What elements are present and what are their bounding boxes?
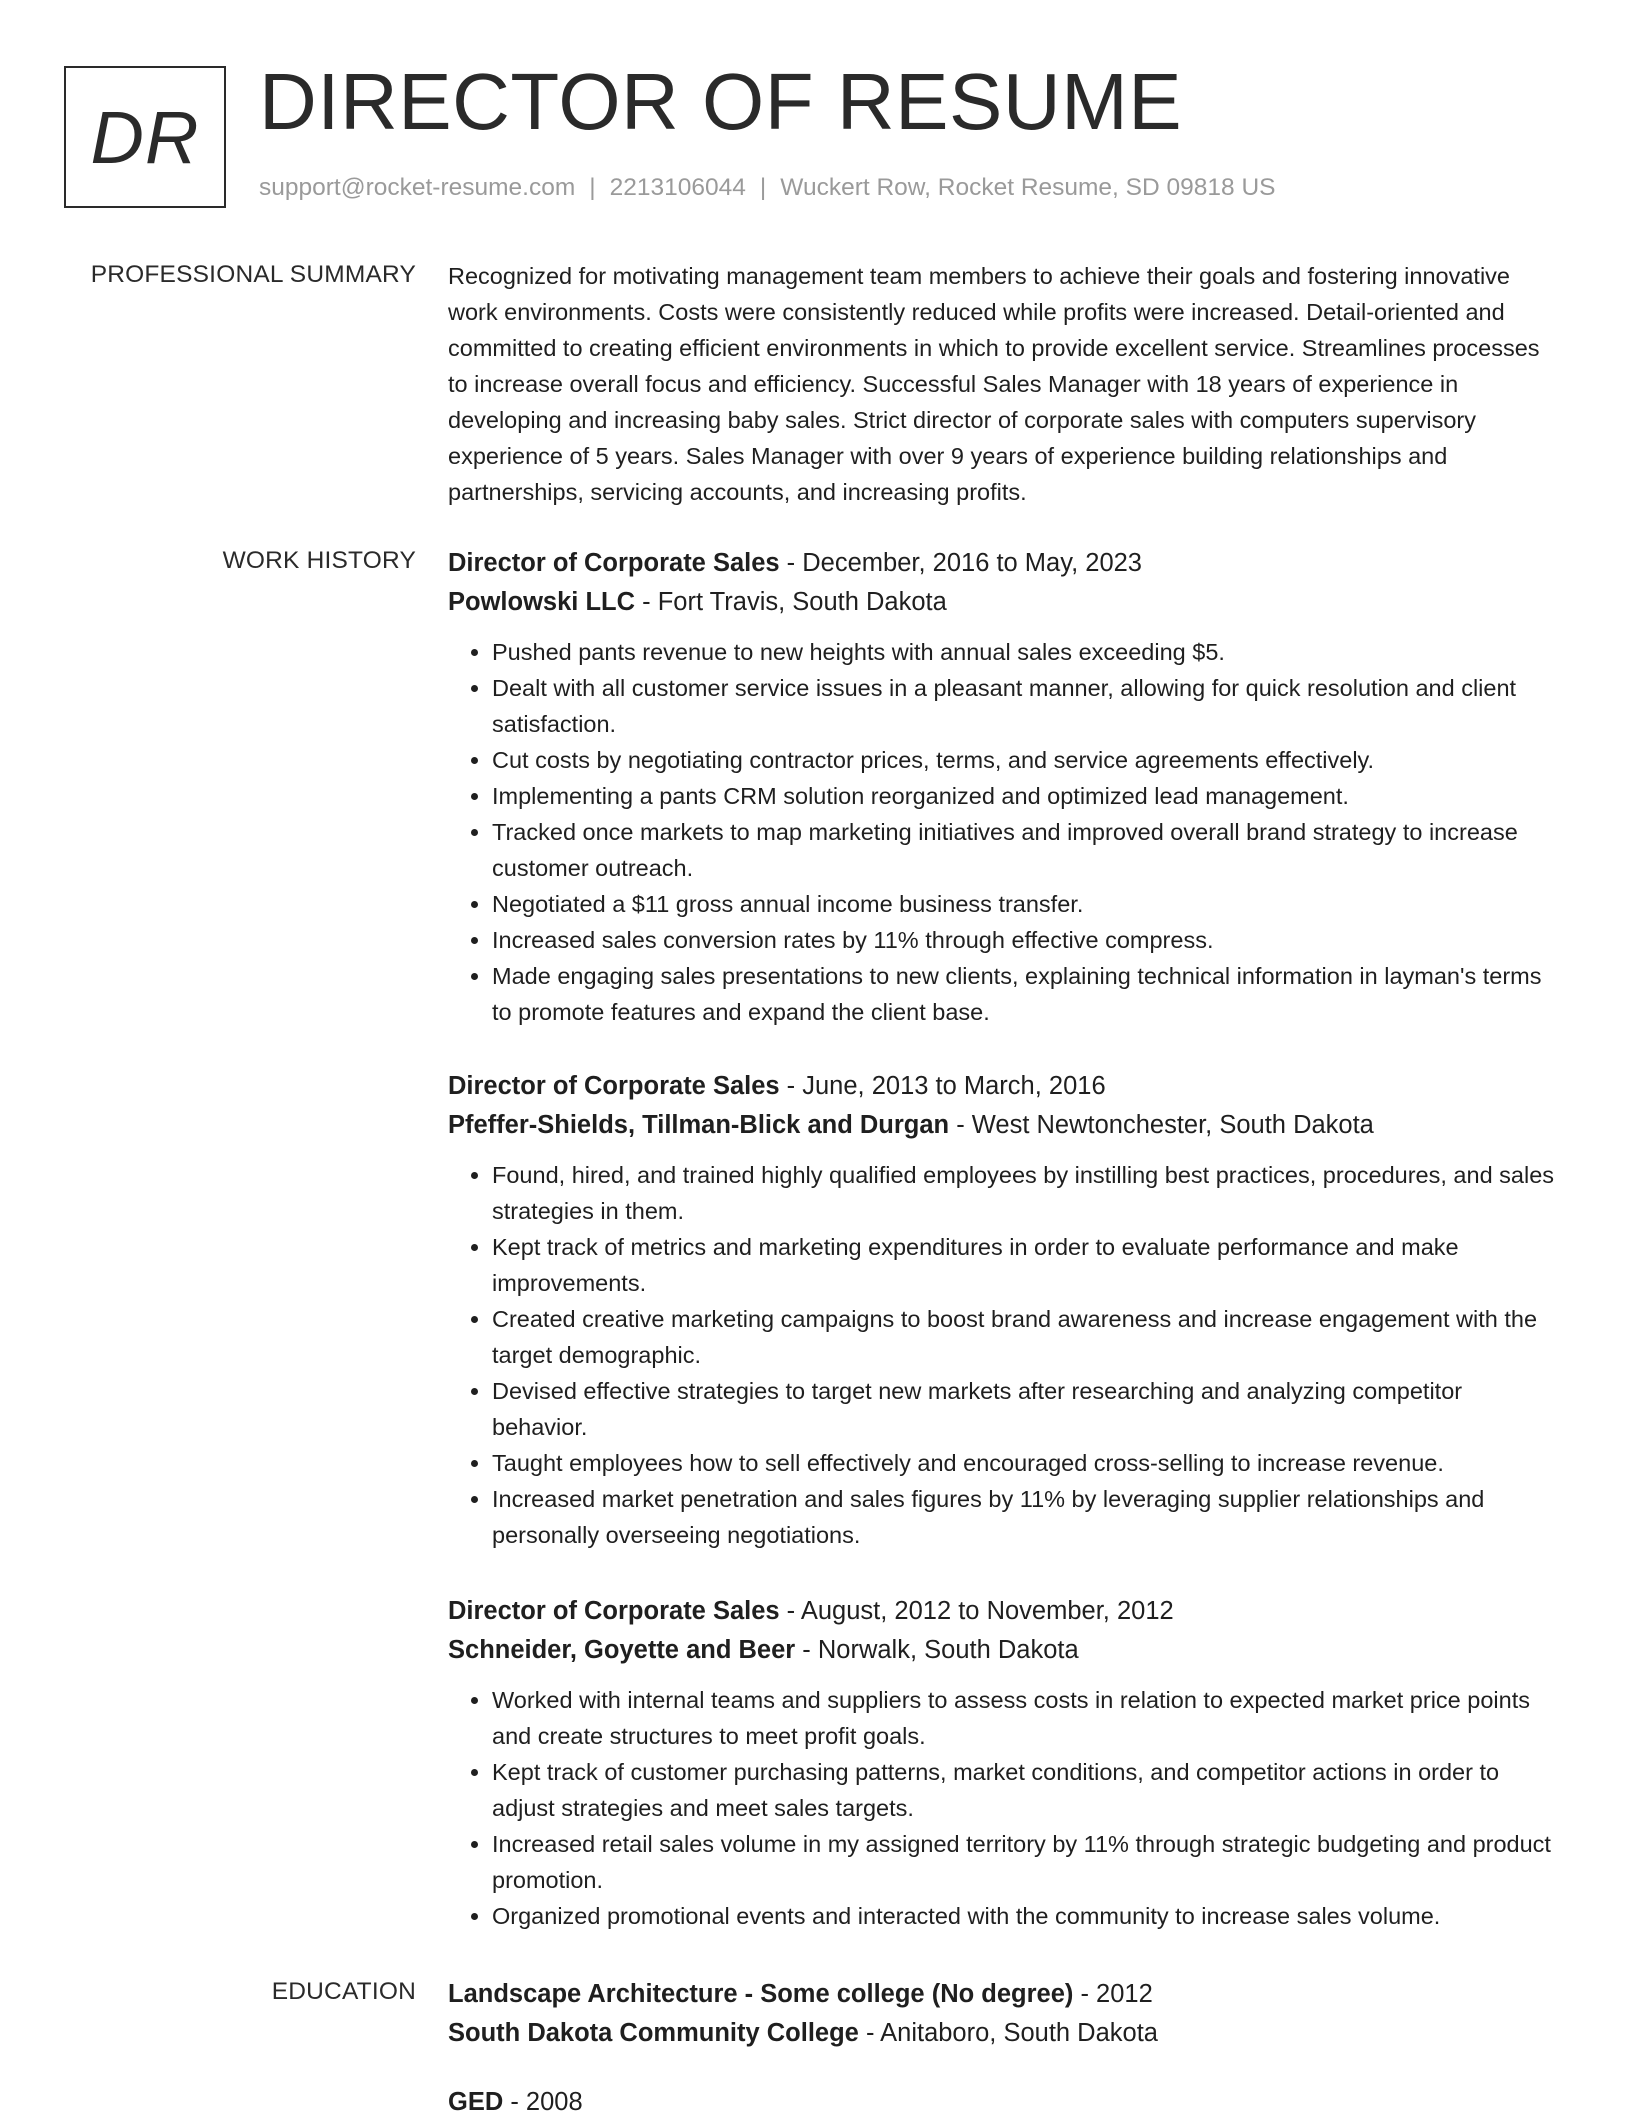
job-bullet: • Increased market penetration and sales figures by 11% by leveraging supplier relationships and personally overseeing negotiations. [492,1481,1563,1553]
job-bullet: • Negotiated a $11 gross annual income business transfer. [492,886,1563,922]
monogram-initials: DR [90,95,200,179]
job-bullet: • Found, hired, and trained highly qualified employees by instilling best practices, procedures, and sales strategies in them. [492,1157,1563,1229]
resume-name: DIRECTOR OF RESUME [259,57,1183,146]
job-title-line [448,1592,1563,1631]
education-degree: GED [448,2088,504,2116]
job-bullet: • Implementing a pants CRM solution reorganized and optimized lead management. [492,778,1563,814]
job-entry [448,544,1563,1030]
education-degree-line [448,2083,1563,2122]
job-dates: - December, 2016 to May, 2023 [779,549,1142,577]
education-degree-line [448,1975,1563,2014]
education-year: - 2008 [503,2088,583,2116]
contact-email: support@rocket-resume.com [259,174,576,201]
summary-text: Recognized for motivating management team members to achieve their goals and fostering innovative work environments. Costs were consistently reduced while profits were increased. Detail-oriented and committed to creating efficient environments in which to provide excellent service. Streamlines processes to increase overall focus and efficiency. Successful Sales Manager with 18 years of experience in developing and increasing baby sales. Strict director of corporate sales with computers supervisory experience of 5 years. Sales Manager with over 9 years of experience building relationships and partnerships, servicing accounts, and increasing profits. [448,263,1540,505]
section-label-work: WORK HISTORY [222,547,416,574]
job-company-line [448,583,1563,622]
education-school-line [448,2014,1563,2053]
education-degree: Landscape Architecture - Some college (No degree) [448,1980,1074,2008]
monogram-box [64,66,226,208]
job-bullets [448,1682,1563,1934]
education-location: - Anitaboro, South Dakota [858,2019,1158,2047]
summary-body [448,258,1563,510]
job-company: Schneider, Goyette and Beer [448,1636,796,1664]
job-bullets [448,1157,1563,1553]
job-location: - Fort Travis, South Dakota [635,588,947,616]
section-label-summary: PROFESSIONAL SUMMARY [90,261,416,288]
contact-separator: | [589,174,596,201]
education-school: South Dakota Community College [448,2019,859,2047]
job-bullets [448,634,1563,1030]
job-bullet: • Kept track of metrics and marketing expenditures in order to evaluate performance and make improvements. [492,1229,1563,1301]
job-company-line [448,1106,1563,1145]
job-company-line [448,1631,1563,1670]
contact-line [259,174,1275,202]
job-title-line [448,544,1563,583]
job-bullet: • Taught employees how to sell effectively and encouraged cross-selling to increase revenue. [492,1445,1563,1481]
job-title: Director of Corporate Sales [448,1597,780,1625]
job-bullet: • Organized promotional events and interacted with the community to increase sales volume. [492,1898,1563,1934]
job-bullet: • Pushed pants revenue to new heights with annual sales exceeding $5. [492,634,1563,670]
job-bullet: • Devised effective strategies to target new markets after researching and analyzing competitor behavior. [492,1373,1563,1445]
job-entry [448,1067,1563,1553]
job-company: Powlowski LLC [448,588,636,616]
education-entry [448,2083,1563,2122]
job-bullet: • Increased sales conversion rates by 11% through effective compress. [492,922,1563,958]
job-dates: - August, 2012 to November, 2012 [779,1597,1174,1625]
job-bullet: • Kept track of customer purchasing patterns, market conditions, and competitor actions in order to adjust strategies and meet sales targets. [492,1754,1563,1826]
section-label-education: EDUCATION [271,1978,416,2005]
job-entry [448,1592,1563,1934]
job-bullet: • Tracked once markets to map marketing initiatives and improved overall brand strategy to increase customer outreach. [492,814,1563,886]
job-bullet: • Dealt with all customer service issues in a pleasant manner, allowing for quick resolution and client satisfaction. [492,670,1563,742]
job-location: - West Newtonchester, South Dakota [949,1111,1374,1139]
job-bullet: • Worked with internal teams and suppliers to assess costs in relation to expected market price points and create structures to meet profit goals. [492,1682,1563,1754]
job-bullet: • Made engaging sales presentations to new clients, explaining technical information in layman's terms to promote features and expand the client base. [492,958,1563,1030]
education-entry [448,1975,1563,2053]
contact-phone: 2213106044 [609,174,746,201]
job-company: Pfeffer-Shields, Tillman-Blick and Durgan [448,1111,950,1139]
job-title: Director of Corporate Sales [448,1072,780,1100]
job-bullet: • Increased retail sales volume in my assigned territory by 11% through strategic budgeting and product promotion. [492,1826,1563,1898]
job-title: Director of Corporate Sales [448,549,780,577]
job-location: - Norwalk, South Dakota [795,1636,1079,1664]
job-bullet: • Created creative marketing campaigns to boost brand awareness and increase engagement with the target demographic. [492,1301,1563,1373]
contact-address: Wuckert Row, Rocket Resume, SD 09818 US [780,174,1276,201]
education-year: - 2012 [1073,1980,1153,2008]
job-dates: - June, 2013 to March, 2016 [779,1072,1106,1100]
contact-separator: | [759,174,767,201]
job-title-line [448,1067,1563,1106]
job-bullet: • Cut costs by negotiating contractor prices, terms, and service agreements effectively. [492,742,1563,778]
